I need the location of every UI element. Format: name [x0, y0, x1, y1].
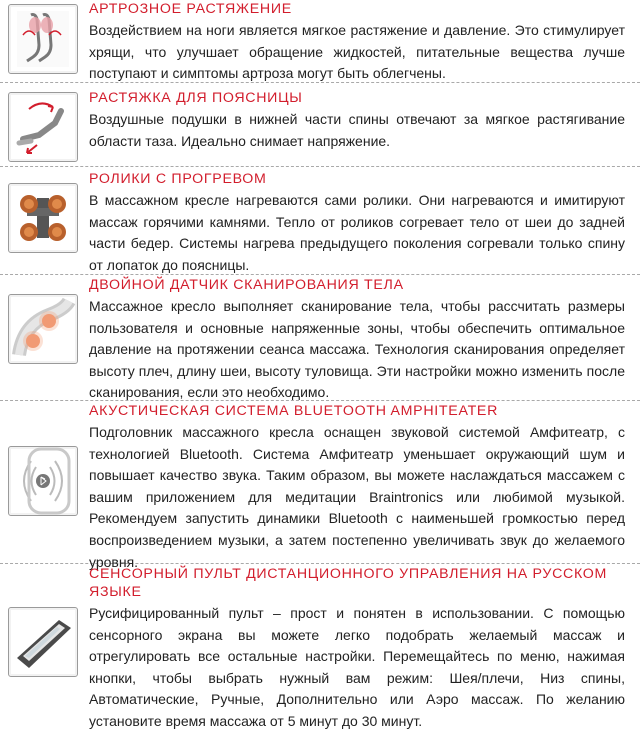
feature-title: СЕНСОРНЫЙ ПУЛЬТ ДИСТАНЦИОННОГО УПРАВЛЕНИЯ НА РУССКОМ ЯЗЫКЕ [89, 566, 608, 600]
feature-title: ДВОЙНОЙ ДАТЧИК СКАНИРОВАНИЯ ТЕЛА [89, 277, 404, 293]
feature-title: АКУСТИЧЕСКАЯ СИСТЕМА BLUETOOTH AMPHITEATER [89, 403, 499, 419]
row-divider [0, 166, 640, 167]
feature-title: РАСТЯЖКА ДЛЯ ПОЯСНИЦЫ [89, 90, 303, 106]
feature-description: Русифицированный пульт – прост и понятен в использовании. С помощью сенсорного экрана вы можете легко подобрать желаемый массаж и отрегулировать все остальные настройки. Перемещайтесь по меню, нажимая кнопки, чтобы выбрать нужный вам режим: Шея/плечи, Низ спины, Автоматические, Ручные, Дополнительно или Аэро массаж. По желанию установите время массажа от 5 минут до 30 минут. [89, 605, 625, 729]
feature-title: АРТРОЗНОЕ РАСТЯЖЕНИЕ [89, 1, 292, 17]
heated-rollers-icon [8, 183, 78, 253]
lumbar-stretch-icon [8, 92, 78, 162]
bluetooth-speaker-icon [8, 446, 78, 516]
remote-control-icon [8, 607, 78, 677]
feature-description: Массажное кресло выполняет сканирование тела, чтобы рассчитать размеры пользователя и основные напряженные зоны, чтобы обеспечить оптимальное давление на протяжении сеанса массажа. Технология сканирования определяет высоту плеч, длину шеи, высоту туловища. Эти настройки можно изменить после сканирования, если это необходимо. [89, 298, 625, 401]
body-scan-icon [8, 294, 78, 364]
feature-description: Воздушные подушки в нижней части спины отвечают за мягкое растягивание области таза. Идеально снимает напряжение. [89, 111, 625, 149]
feature-description: Воздействием на ноги является мягкое растяжение и давление. Это стимулирует хрящи, что улучшает обращение жидкостей, питательные вещества лучше поступают и симптомы артроза могут быть облегчены. [89, 22, 625, 82]
feature-title: РОЛИКИ С ПРОГРЕВОМ [89, 171, 267, 187]
feature-description: Подголовник массажного кресла оснащен звуковой системой Амфитеатр, с технологией Bluetooth. Система Амфитеатр уменьшает окружающий шум и повышает качество звука. Таким образом, вы можете наслаждаться массажем с вашим приложением для медитации Braintronics или любимой музыкой. Рекомендуем запустить динамики Bluetooth с наименьшей громкостью перед воспроизведением музыки, а затем постепенно увеличивать звук до желаемого уровня. [89, 424, 625, 570]
leg-massage-icon [8, 4, 78, 74]
feature-description: В массажном кресле нагреваются сами ролики. Они нагреваются и имитируют массаж горячими камнями. Тепло от роликов согревает тело от шеи до задней части бедер. Системы нагрева предыдущего поколения согревали только спину от лопаток до поясницы. [89, 192, 625, 273]
